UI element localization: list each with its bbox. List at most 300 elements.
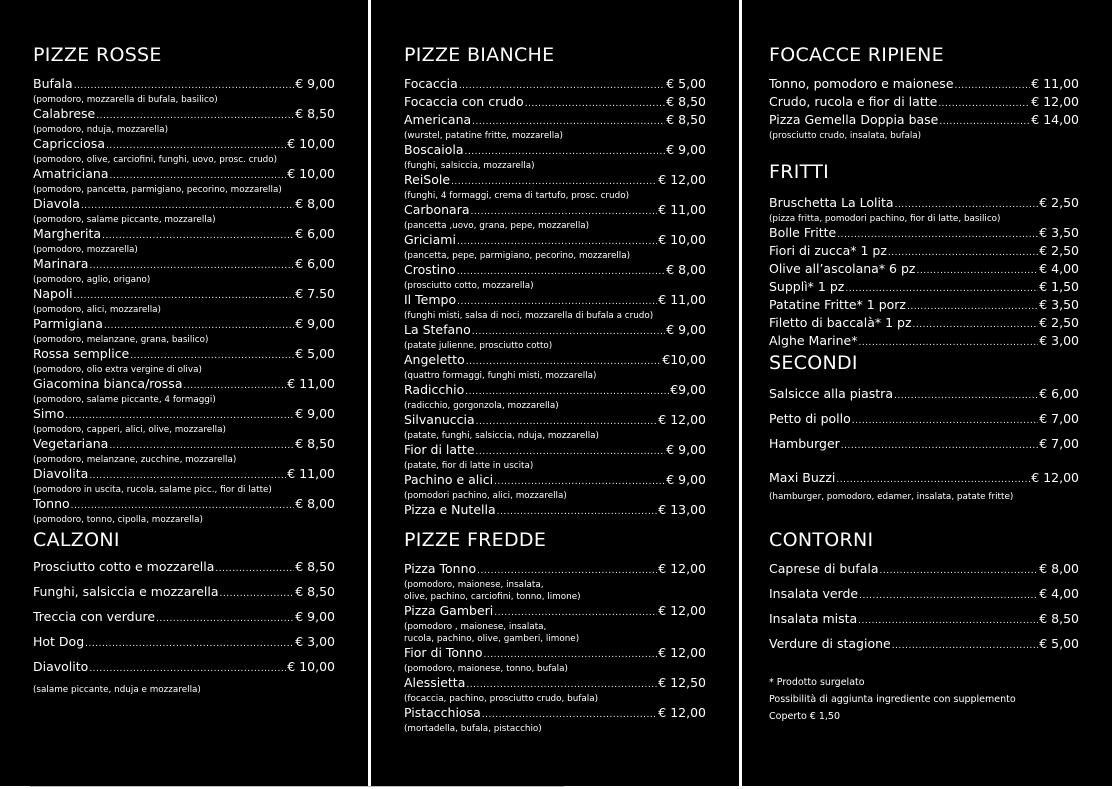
dot-leader [215, 561, 294, 577]
item-price: € 8,50 [295, 559, 335, 574]
item-price: € 9,00 [666, 142, 706, 157]
item-price: € 4,00 [1039, 586, 1079, 601]
menu-item [404, 172, 706, 202]
item-name: Pizza Gemella Doppia base [769, 112, 939, 127]
dot-leader [459, 79, 665, 94]
item-price: € 6,00 [295, 226, 335, 241]
item-name: Radicchio [404, 382, 465, 397]
menu-item [404, 292, 706, 322]
item-name: Napoli [33, 286, 73, 301]
item-name: Vegetariana [33, 436, 109, 451]
item-description: (pizza fritta, pomodori pachino, fior di latte, basilico) [769, 214, 1001, 224]
menu-item-row [33, 466, 335, 484]
dot-leader [74, 289, 295, 304]
menu-item-row [404, 292, 706, 310]
item-price: € 10,00 [658, 232, 706, 247]
item-name: Bufala [33, 76, 73, 91]
dot-leader [836, 472, 1030, 488]
dot-leader [109, 439, 294, 454]
item-description: (patate, fior di latte in uscita) [404, 461, 534, 471]
item-price: € 10,00 [287, 136, 335, 151]
item-description: (pomodori pachino, alici, mozzarella) [404, 491, 567, 501]
menu-item [769, 470, 1079, 503]
menu-item-row [404, 202, 706, 220]
section-pizze-rosse [33, 44, 335, 526]
section-pizze-bianche [404, 44, 706, 520]
item-price: € 7,00 [1039, 436, 1079, 451]
item-price: € 9,00 [666, 322, 706, 337]
menu-item [769, 411, 1079, 429]
item-name: Giacomina bianca/rossa [33, 376, 183, 391]
dot-leader [477, 564, 657, 579]
menu-item [33, 346, 335, 376]
menu-item-row [769, 411, 1079, 429]
item-name: Petto di pollo [769, 411, 851, 426]
menu-item-row [33, 196, 335, 214]
item-name: Marinara [33, 256, 89, 271]
dot-leader [89, 259, 294, 274]
dot-leader [106, 139, 286, 154]
item-price: € 11,00 [658, 292, 706, 307]
item-price: € 6,00 [295, 256, 335, 271]
dot-leader [482, 708, 658, 723]
item-price: € 7.50 [295, 286, 335, 301]
menu-item-row [33, 256, 335, 274]
menu-item [404, 262, 706, 292]
dot-leader [894, 388, 1038, 404]
item-name: Treccia con verdure [33, 609, 156, 624]
dot-leader [525, 97, 666, 112]
dot-leader [110, 169, 287, 184]
item-description: (pancetta ,uovo, grana, pepe, mozzarella) [404, 221, 590, 231]
item-price: € 12,00 [658, 603, 706, 618]
dot-leader [102, 229, 294, 244]
item-description: (pomodoro, salame piccante, mozzarella) [33, 215, 216, 225]
menu-item [404, 705, 706, 735]
item-price: € 2,50 [1039, 315, 1079, 330]
item-description: (pomodoro, pancetta, parmigiano, pecorino, mozzarella) [33, 185, 282, 195]
menu-item [404, 232, 706, 262]
dot-leader [466, 355, 662, 370]
menu-item [404, 352, 706, 382]
item-name: Verdure di stagione [769, 636, 891, 651]
dot-leader [888, 246, 1038, 261]
item-description: (pomodoro , maionese, insalata, [404, 622, 547, 632]
item-price: € 3,00 [295, 634, 335, 649]
menu-item [33, 376, 335, 406]
item-description: (pomodoro, maionese, insalata, [404, 580, 544, 590]
menu-item [769, 436, 1079, 454]
menu-item [769, 112, 1079, 130]
item-price: € 8,50 [295, 436, 335, 451]
dot-leader [457, 265, 666, 280]
item-price: € 8,00 [666, 262, 706, 277]
menu-item [769, 333, 1079, 351]
item-description: (pomodoro, alici, mozzarella) [33, 305, 161, 315]
item-price: € 11,00 [287, 466, 335, 481]
item-name: Bruschetta La Lolita [769, 195, 894, 210]
menu-item [404, 202, 706, 232]
dot-leader [183, 379, 286, 394]
item-name: Crostino [404, 262, 456, 277]
menu-item-row [404, 645, 706, 663]
dot-leader [859, 588, 1038, 604]
item-price: € 10,00 [287, 166, 335, 181]
section-title: FOCACCE RIPIENE [769, 44, 944, 66]
menu-item-row [404, 705, 706, 723]
menu-item [769, 94, 1079, 112]
menu-item [33, 659, 335, 677]
menu-item-row [404, 262, 706, 280]
dot-leader [841, 438, 1038, 454]
dot-leader [494, 606, 657, 621]
item-description: (prosciutto cotto, mozzarella) [404, 281, 534, 291]
dot-leader [466, 678, 657, 693]
item-price: € 5,00 [666, 76, 706, 91]
menu-item-row [33, 166, 335, 184]
menu-item-row [769, 225, 1079, 243]
item-description: (pomodoro, melanzane, zucchine, mozzarella) [33, 455, 237, 465]
section-title: CONTORNI [769, 529, 874, 551]
menu-item-row [33, 226, 335, 244]
item-name: ReiSole [404, 172, 451, 187]
menu-item [769, 261, 1079, 279]
dot-leader [476, 415, 658, 430]
dot-leader [89, 661, 286, 677]
menu-list [33, 76, 335, 526]
item-price: € 8,50 [1039, 611, 1079, 626]
item-price: € 1,50 [1039, 279, 1079, 294]
menu-item-row [33, 609, 335, 627]
dot-leader [916, 264, 1038, 279]
item-description: (pomodoro, salame piccante, 4 formaggi) [33, 395, 216, 405]
item-name: Amatriciana [33, 166, 109, 181]
item-price: € 11,00 [287, 376, 335, 391]
item-name: Griciami [404, 232, 456, 247]
menu-item [404, 603, 706, 645]
item-price: € 12,50 [658, 675, 706, 690]
item-price: € 6,00 [1039, 386, 1079, 401]
menu-item-row [769, 297, 1079, 315]
section-title: FRITTI [769, 161, 830, 183]
menu-item [404, 675, 706, 705]
item-price: € 4,00 [1039, 261, 1079, 276]
menu-item [404, 502, 706, 520]
note-surgelato: * Prodotto surgelato [769, 677, 865, 688]
menu-item-row [769, 261, 1079, 279]
item-name: Insalata mista [769, 611, 858, 626]
menu-item-row [33, 584, 335, 602]
dot-leader [220, 586, 295, 602]
item-price: € 9,00 [295, 316, 335, 331]
menu-item [404, 112, 706, 142]
dot-leader [451, 175, 657, 190]
item-name: Caprese di bufala [769, 561, 879, 576]
dot-leader [471, 205, 658, 220]
item-price: € 13,00 [658, 502, 706, 517]
item-description: (mortadella, bufala, pistacchio) [404, 724, 542, 734]
menu-item [33, 406, 335, 436]
item-name: Capricciosa [33, 136, 105, 151]
dot-leader [955, 79, 1031, 94]
item-name: Focaccia con crudo [404, 94, 524, 109]
menu-item-row [404, 603, 706, 621]
item-price: €10,00 [662, 352, 706, 367]
dot-leader [880, 563, 1039, 579]
item-name: Patatine Fritte* 1 porz [769, 297, 906, 312]
item-description: (pomodoro, aglio, origano) [33, 275, 151, 285]
item-price: € 5,00 [295, 346, 335, 361]
item-price: € 9,00 [295, 609, 335, 624]
menu-column-1 [0, 0, 368, 786]
menu-item-row [769, 470, 1079, 488]
dot-leader [497, 505, 658, 520]
item-description: (pancetta, pepe, parmigiano, pecorino, mozzarella) [404, 251, 631, 261]
dot-leader [65, 409, 294, 424]
item-price: € 11,00 [1031, 76, 1079, 91]
item-description: (funghi, salsiccia, mozzarella) [404, 161, 535, 171]
item-name: Supplì* 1 pz [769, 279, 845, 294]
item-price: € 3,50 [1039, 225, 1079, 240]
menu-item [769, 243, 1079, 261]
menu-item-row [33, 316, 335, 334]
bottom-divider [30, 786, 564, 787]
item-price: € 9,00 [295, 76, 335, 91]
menu-item-row [769, 436, 1079, 454]
item-name: Olive all’ascolana* 6 pz [769, 261, 916, 276]
menu-item-row [769, 386, 1079, 404]
item-name: Boscaiola [404, 142, 464, 157]
dot-leader [89, 469, 286, 484]
menu-item-row [404, 382, 706, 400]
item-description: (quattro formaggi, funghi misti, mozzarella) [404, 371, 597, 381]
item-name: Bolle Fritte [769, 225, 837, 240]
item-description: (patate, funghi, salsiccia, nduja, mozzarella) [404, 431, 599, 441]
item-description: (pomodoro, maionese, tonno, bufala) [404, 664, 568, 674]
menu-item [33, 286, 335, 316]
item-description: (patate julienne, prosciutto cotto) [404, 341, 553, 351]
dot-leader [484, 648, 658, 663]
menu-item-row [769, 561, 1079, 579]
dot-leader [938, 97, 1030, 112]
item-name: Prosciutto cotto e mozzarella [33, 559, 215, 574]
menu-item-row [33, 286, 335, 304]
section-title: PIZZE FREDDE [404, 529, 547, 551]
item-price: € 8,50 [666, 94, 706, 109]
menu-item-row [404, 561, 706, 579]
menu-column-2 [371, 0, 739, 786]
item-price: € 2,50 [1039, 243, 1079, 258]
menu-item [769, 279, 1079, 297]
menu-item [33, 166, 335, 196]
item-description: rucola, pachino, olive, gamberi, limone) [404, 634, 580, 644]
menu-item [33, 496, 335, 526]
item-description: (pomodoro in uscita, rucola, salame picc., fior di latte) [33, 485, 272, 495]
item-description: (radicchio, gorgonzola, mozzarella) [404, 401, 559, 411]
dot-leader [104, 319, 294, 334]
menu-item-row [404, 76, 706, 94]
dot-leader [85, 636, 294, 652]
item-price: € 8,50 [295, 584, 335, 599]
item-price: € 10,00 [287, 659, 335, 674]
item-name: Americana [404, 112, 472, 127]
item-description: (hamburger, pomodoro, edamer, insalata, patate fritte) [769, 492, 1014, 502]
item-price: € 12,00 [1031, 94, 1079, 109]
menu-item [33, 559, 335, 577]
item-name: Diavolita [33, 466, 89, 481]
menu-item [33, 256, 335, 286]
menu-list [404, 76, 706, 520]
menu-list [769, 195, 1079, 351]
item-name: Pistacchiosa [404, 705, 481, 720]
item-description: (funghi misti, salsa di noci, mozzarella di bufala a crudo) [404, 311, 654, 321]
item-name: Pachino e alici [404, 472, 494, 487]
item-price: € 12,00 [658, 705, 706, 720]
item-name: Angeletto [404, 352, 465, 367]
item-price: € 12,00 [658, 645, 706, 660]
menu-item-row [404, 472, 706, 490]
note-supplemento: Possibilità di aggiunta ingrediente con supplemento [769, 694, 1016, 705]
menu-item [769, 561, 1079, 579]
menu-item-row [769, 586, 1079, 604]
menu-item [33, 316, 335, 346]
menu-item [769, 297, 1079, 315]
dot-leader [892, 638, 1039, 654]
item-price: € 9,00 [666, 442, 706, 457]
dot-leader [130, 349, 294, 364]
dot-leader [96, 109, 294, 124]
item-name: Fior di Tonno [404, 645, 483, 660]
item-description: (pomodoro, nduja, mozzarella) [33, 125, 168, 135]
menu-item-row [33, 659, 335, 677]
menu-item [33, 466, 335, 496]
menu-item-row [404, 442, 706, 460]
item-price: € 8,00 [1039, 561, 1079, 576]
item-name: Calabrese [33, 106, 96, 121]
menu-item [769, 586, 1079, 604]
section-title: CALZONI [33, 529, 120, 551]
item-price: € 9,00 [666, 472, 706, 487]
item-price: € 8,00 [295, 496, 335, 511]
item-description: (pomodoro, mozzarella) [33, 245, 138, 255]
menu-item [33, 226, 335, 256]
section-title: PIZZE BIANCHE [404, 44, 555, 66]
menu-item-row [404, 412, 706, 430]
menu-item [404, 76, 706, 94]
item-name: Alghe Marine* [769, 333, 858, 348]
item-name: Focaccia [404, 76, 458, 91]
menu-item-row [769, 315, 1079, 333]
menu-list [404, 561, 706, 735]
menu-item [33, 584, 335, 602]
item-description: (prosciutto crudo, insalata, bufala) [769, 131, 922, 141]
dot-leader [465, 385, 669, 400]
menu-item [404, 645, 706, 675]
dot-leader [156, 611, 294, 627]
item-description: (salame piccante, nduja e mozzarella) [33, 685, 201, 695]
item-price: € 11,00 [658, 202, 706, 217]
item-name: Maxi Buzzi [769, 470, 836, 485]
section-title: PIZZE ROSSE [33, 44, 162, 66]
item-name: Margherita [33, 226, 102, 241]
menu-item [404, 322, 706, 352]
item-price: € 9,00 [295, 406, 335, 421]
menu-item [404, 382, 706, 412]
menu-item [769, 611, 1079, 629]
menu-item-row [404, 352, 706, 370]
item-name: La Stefano [404, 322, 471, 337]
item-name: Funghi, salsiccia e mozzarella [33, 584, 219, 599]
menu-item [769, 386, 1079, 404]
menu-column-3 [742, 0, 1112, 786]
menu-item-row [33, 559, 335, 577]
menu-item [404, 442, 706, 472]
item-name: Silvanuccia [404, 412, 475, 427]
item-price: € 8,50 [295, 106, 335, 121]
menu-item [769, 225, 1079, 243]
item-name: Il Tempo [404, 292, 457, 307]
menu-item [404, 561, 706, 603]
dot-leader [457, 235, 657, 250]
item-price: € 8,00 [295, 196, 335, 211]
item-price: € 7,00 [1039, 411, 1079, 426]
item-name: Simo [33, 406, 65, 421]
item-name: Fiori di zucca* 1 pz [769, 243, 887, 258]
item-description: olive, pachino, carciofini, tonno, limone) [404, 592, 581, 602]
item-price: € 8,50 [666, 112, 706, 127]
item-price: € 12,00 [658, 561, 706, 576]
menu-notes [769, 674, 1079, 725]
item-description: (pomodoro, olio extra vergine di oliva) [33, 365, 202, 375]
section-calzoni [33, 529, 335, 696]
item-price: € 12,00 [1031, 470, 1079, 485]
menu-item-row [769, 94, 1079, 112]
menu-item-row [769, 611, 1079, 629]
item-name: Hamburger [769, 436, 840, 451]
menu-item [33, 76, 335, 106]
item-description: (funghi, 4 formaggi, crema di tartufo, prosc. crudo) [404, 191, 630, 201]
menu-item-row [33, 106, 335, 124]
menu-item [769, 195, 1079, 225]
menu-item-row [769, 76, 1079, 94]
menu-item-row [769, 195, 1079, 213]
item-name: Salsicce alla piastra [769, 386, 893, 401]
menu-item [404, 412, 706, 442]
dot-leader [472, 115, 665, 130]
item-price: €9,00 [670, 382, 706, 397]
menu-item-row [33, 436, 335, 454]
menu-item-row [33, 496, 335, 514]
dot-leader [494, 475, 665, 490]
item-name: Hot Dog [33, 634, 85, 649]
menu-item [404, 94, 706, 112]
dot-leader [71, 499, 295, 514]
item-description: (pomodoro, capperi, alici, olive, mozzarella) [33, 425, 226, 435]
item-price: € 3,00 [1039, 333, 1079, 348]
item-price: € 14,00 [1031, 112, 1079, 127]
menu-list [769, 76, 1079, 130]
item-name: Tonno, pomodoro e maionese [769, 76, 954, 91]
item-name: Insalata verde [769, 586, 859, 601]
menu-item [33, 436, 335, 466]
dot-leader [457, 295, 657, 310]
section-pizze-fredde [404, 529, 706, 735]
menu-item-row [33, 634, 335, 652]
dot-leader [845, 282, 1038, 297]
note-coperto: Coperto € 1,50 [769, 711, 840, 722]
menu-item [769, 636, 1079, 654]
menu-item [33, 609, 335, 627]
